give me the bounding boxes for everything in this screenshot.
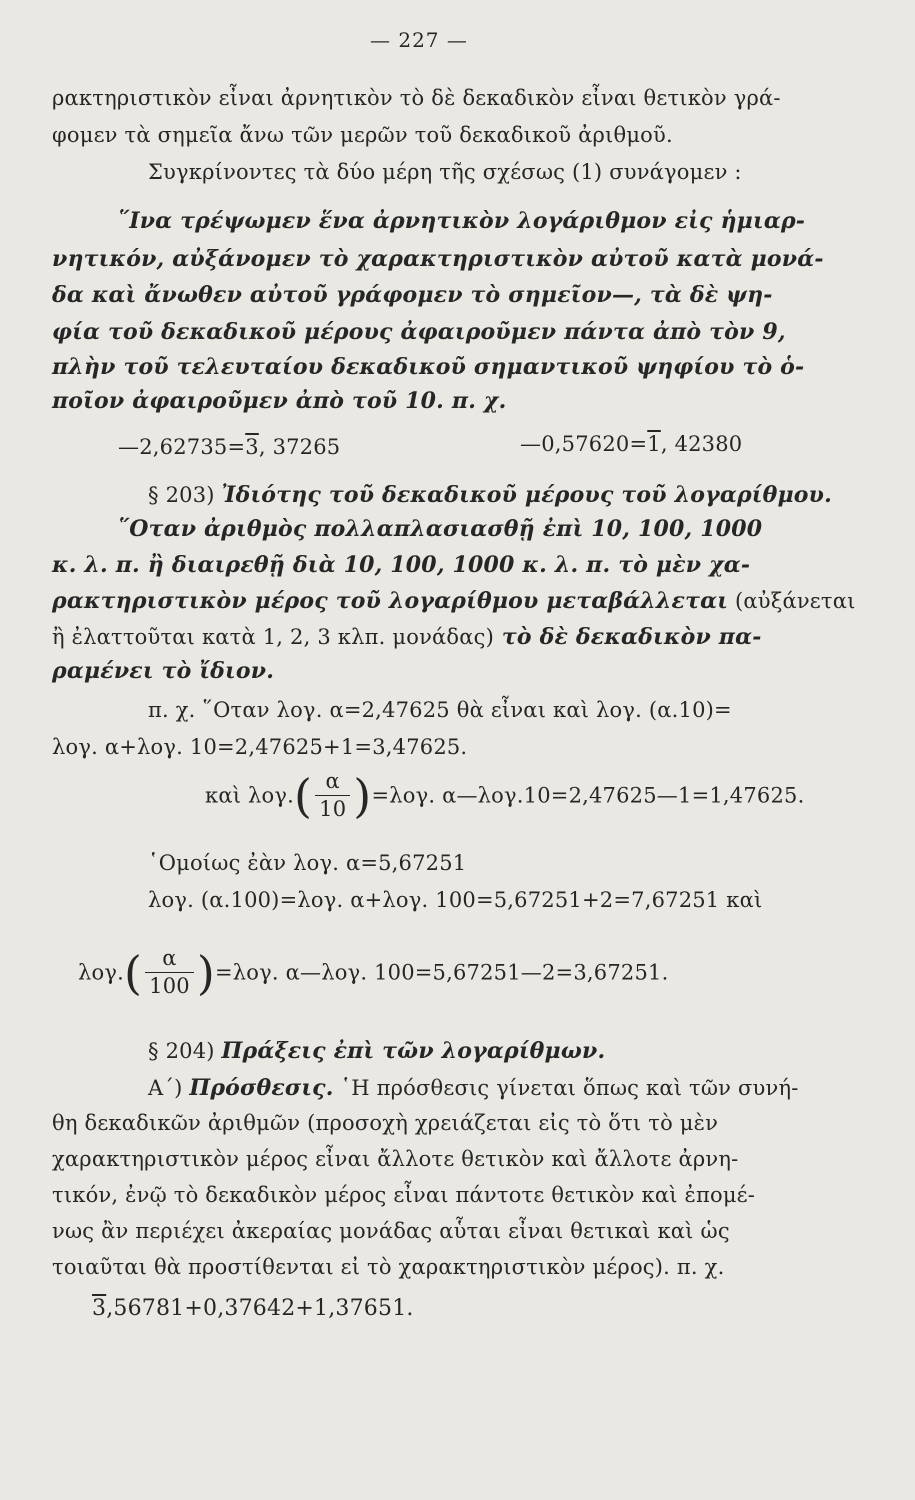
rule-line-1: ῞Ινα τρέψωμεν ἕνα ἀρνητικὸν λογάριθμον εἰς ἡμιαρ-	[118, 208, 806, 234]
section-204-line-2: θη δεκαδικῶν ἀριθμῶν (προσοχὴ χρειάζεται εἰς τὸ ὅτι τὸ μὲν	[52, 1111, 719, 1135]
rule-line-4: φία τοῦ δεκαδικοῦ μέρους ἀφαιροῦμεν πάντα ἀπὸ τὸν 9,	[52, 319, 786, 345]
section-203-line-5: ραμένει τὸ ἴδιον.	[52, 658, 275, 684]
section-204-heading: § 204) Πράξεις ἐπὶ τῶν λογαρίθμων.	[148, 1038, 606, 1064]
section-203-example-5: λογ. (α.100)=λογ. α+λογ. 100=5,67251+2=7,67251 καὶ	[148, 888, 763, 912]
fraction-a-over-10: $\frac{\alpha}{10}$	[315, 768, 350, 824]
fraction-a-over-100: $\frac{\alpha}{100}$	[145, 945, 194, 1001]
example-negative-log-2: —0,57620=1, 42380	[520, 432, 743, 456]
section-204-line-1: Α΄) Πρόσθεσις. ῾Η πρόσθεσις γίνεται ὅπως καὶ τῶν συνή-	[148, 1075, 799, 1101]
rule-line-5: πλὴν τοῦ τελευταίου δεκαδικοῦ σημαντικοῦ ψηφίου τὸ ὁ-	[52, 354, 805, 380]
section-203-example-6: λογ.( $\frac{\alpha}{100}$ )=λογ. α—λογ. 100=5,67251—2=3,67251.	[78, 945, 669, 1000]
section-203-example-1: π. χ. ῞Οταν λογ. α=2,47625 θὰ εἶναι καὶ λογ. (α.10)=	[148, 698, 732, 722]
example-negative-log-1: —2,62735=3, 37265	[118, 435, 341, 459]
page-number: — 227 —	[370, 28, 468, 52]
section-204-example: 3,56781+0,37642+1,37651.	[92, 1296, 414, 1321]
section-204-line-6: τοιαῦται θὰ προστίθενται εἰ τὸ χαρακτηριστικὸν μέρος). π. χ.	[52, 1255, 725, 1279]
intro-line-3: Συγκρίνοντες τὰ δύο μέρη τῆς σχέσως (1) συνάγομεν :	[148, 160, 742, 184]
section-203-heading: § 203) Ἰδιότης τοῦ δεκαδικοῦ μέρους τοῦ λογαρίθμου.	[148, 482, 833, 508]
section-203-example-3: καὶ λογ.( $\frac{\alpha}{10}$ )=λογ. α—λογ.10=2,47625—1=1,47625.	[205, 768, 805, 823]
section-203-line-2: κ. λ. π. ἢ διαιρεθῇ διὰ 10, 100, 1000 κ. λ. π. τὸ μὲν χα-	[52, 552, 751, 578]
section-203-example-2: λογ. α+λογ. 10=2,47625+1=3,47625.	[52, 735, 468, 759]
section-204-line-4: τικόν, ἐνῷ τὸ δεκαδικὸν μέρος εἶναι πάντοτε θετικὸν καὶ ἐπομέ-	[52, 1183, 756, 1207]
section-203-line-1: ῞Οταν ἀριθμὸς πολλαπλασιασθῇ ἐπὶ 10, 100, 1000	[118, 516, 763, 542]
rule-line-2: νητικόν, αὐξάνομεν τὸ χαρακτηριστικὸν αὐτοῦ κατὰ μονά-	[52, 246, 824, 272]
rule-line-6: ποῖον ἀφαιροῦμεν ἀπὸ τοῦ 10. π. χ.	[52, 388, 507, 414]
section-203-example-4: ῾Ομοίως ἐὰν λογ. α=5,67251	[148, 851, 467, 875]
section-204-line-5: νως ἂν περιέχει ἀκεραίας μονάδας αὗται εἶναι θετικαὶ καὶ ὡς	[52, 1219, 730, 1243]
section-203-line-3: ρακτηριστικὸν μέρος τοῦ λογαρίθμου μεταβάλλεται (αὐξάνεται	[52, 588, 856, 614]
section-203-line-4: ἢ ἐλαττοῦται κατὰ 1, 2, 3 κλπ. μονάδας) τὸ δὲ δεκαδικὸν πα-	[52, 624, 762, 650]
intro-line-2: φομεν τὰ σημεῖα ἄνω τῶν μερῶν τοῦ δεκαδικοῦ ἀριθμοῦ.	[52, 123, 673, 147]
intro-line-1: ρακτηριστικὸν εἶναι ἀρνητικὸν τὸ δὲ δεκαδικὸν εἶναι θετικὸν γρά-	[52, 86, 781, 110]
section-204-line-3: χαρακτηριστικὸν μέρος εἶναι ἄλλοτε θετικὸν καὶ ἄλλοτε ἀρνη-	[52, 1147, 739, 1171]
rule-line-3: δα καὶ ἄνωθεν αὐτοῦ γράφομεν τὸ σημεῖον—, τὰ δὲ ψη-	[52, 282, 773, 308]
